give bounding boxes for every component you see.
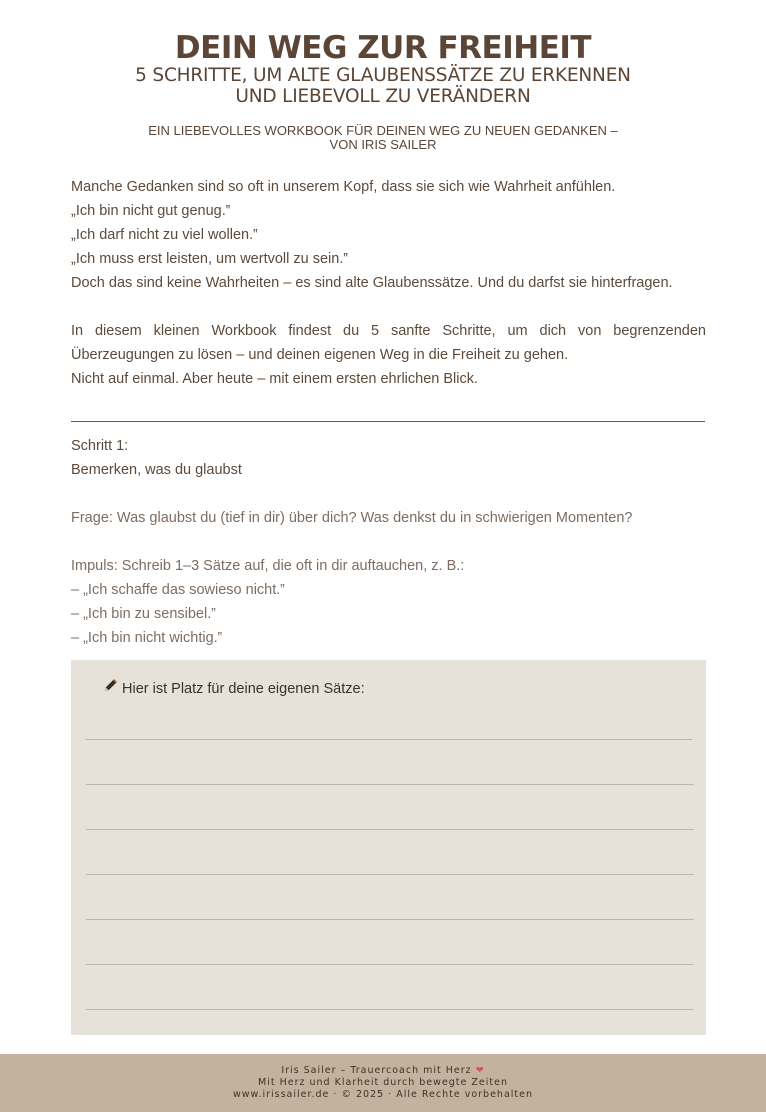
belief-quote: „Ich muss erst leisten, um wertvoll zu sein.‟ xyxy=(71,251,349,267)
subtitle-line-2: UND LIEBEVOLL ZU VERÄNDERN xyxy=(235,86,531,107)
intro-section xyxy=(71,175,706,391)
tagline xyxy=(0,124,766,152)
footer-line-1 xyxy=(0,1065,766,1077)
page-footer xyxy=(0,1054,766,1112)
heart-icon: ❤ xyxy=(475,1065,485,1076)
footer-line-2: Mit Herz und Klarheit durch bewegte Zeiten xyxy=(258,1077,508,1088)
step-impulse: Impuls: Schreib 1–3 Sätze auf, die oft in dir auftauchen, z. B.: xyxy=(71,558,465,574)
workbook-paragraph: In diesem kleinen Workbook findest du 5 sanfte Schritte, um dich von begrenzenden Überzeugungen zu lösen – und deinen eigenen Weg in die Freiheit zu gehen. xyxy=(71,323,706,363)
page-header xyxy=(0,0,766,152)
writing-line[interactable] xyxy=(86,784,694,785)
step-1-section xyxy=(71,434,706,650)
section-divider xyxy=(71,421,705,422)
tagline-line-2: VON IRIS SAILER xyxy=(329,137,437,152)
spacer xyxy=(71,530,706,554)
step-heading: Bemerken, was du glaubst xyxy=(71,462,242,478)
step-label: Schritt 1: xyxy=(71,438,129,454)
writing-line[interactable] xyxy=(86,919,694,920)
example-item: – „Ich bin zu sensibel.‟ xyxy=(71,606,217,622)
spacer xyxy=(71,482,706,506)
writing-line[interactable] xyxy=(86,964,694,965)
closing-line: Nicht auf einmal. Aber heute – mit einem ersten ehrlichen Blick. xyxy=(71,371,479,387)
intro-line: Manche Gedanken sind so oft in unserem Kopf, dass sie sich wie Wahrheit anfühlen. xyxy=(71,179,616,195)
spacer xyxy=(71,295,706,319)
example-item: – „Ich bin nicht wichtig.‟ xyxy=(71,630,223,646)
page-title: DEIN WEG ZUR FREIHEIT xyxy=(174,30,592,66)
belief-quote: „Ich bin nicht gut genug.‟ xyxy=(71,203,231,219)
truth-paragraph: Doch das sind keine Wahrheiten – es sind alte Glaubenssätze. Und du darfst sie hinterfragen. xyxy=(71,275,673,291)
footer-website[interactable]: www.irissailer.de · © 2025 · Alle Rechte vorbehalten xyxy=(232,1089,533,1100)
writing-line[interactable] xyxy=(85,739,692,740)
example-item: – „Ich schaffe das sowieso nicht.‟ xyxy=(71,582,286,598)
writing-prompt xyxy=(103,678,365,697)
writing-prompt-text: Hier ist Platz für deine eigenen Sätze: xyxy=(122,681,365,697)
step-question: Frage: Was glaubst du (tief in dir) über dich? Was denkst du in schwierigen Momenten? xyxy=(71,510,633,526)
footer-coach-name: Iris Sailer – Trauercoach mit Herz xyxy=(281,1065,472,1076)
writing-line[interactable] xyxy=(86,829,694,830)
writing-line[interactable] xyxy=(86,1009,694,1010)
writing-line[interactable] xyxy=(86,874,694,875)
subtitle-line-1: 5 SCHRITTE, UM ALTE GLAUBENSSÄTZE ZU ERKENNEN xyxy=(135,65,631,86)
tagline-line-1: EIN LIEBEVOLLES WORKBOOK FÜR DEINEN WEG ZU NEUEN GEDANKEN – xyxy=(148,123,618,138)
pen-icon xyxy=(103,678,118,697)
belief-quote: „Ich darf nicht zu viel wollen.‟ xyxy=(71,227,258,243)
writing-area[interactable] xyxy=(71,660,706,1035)
